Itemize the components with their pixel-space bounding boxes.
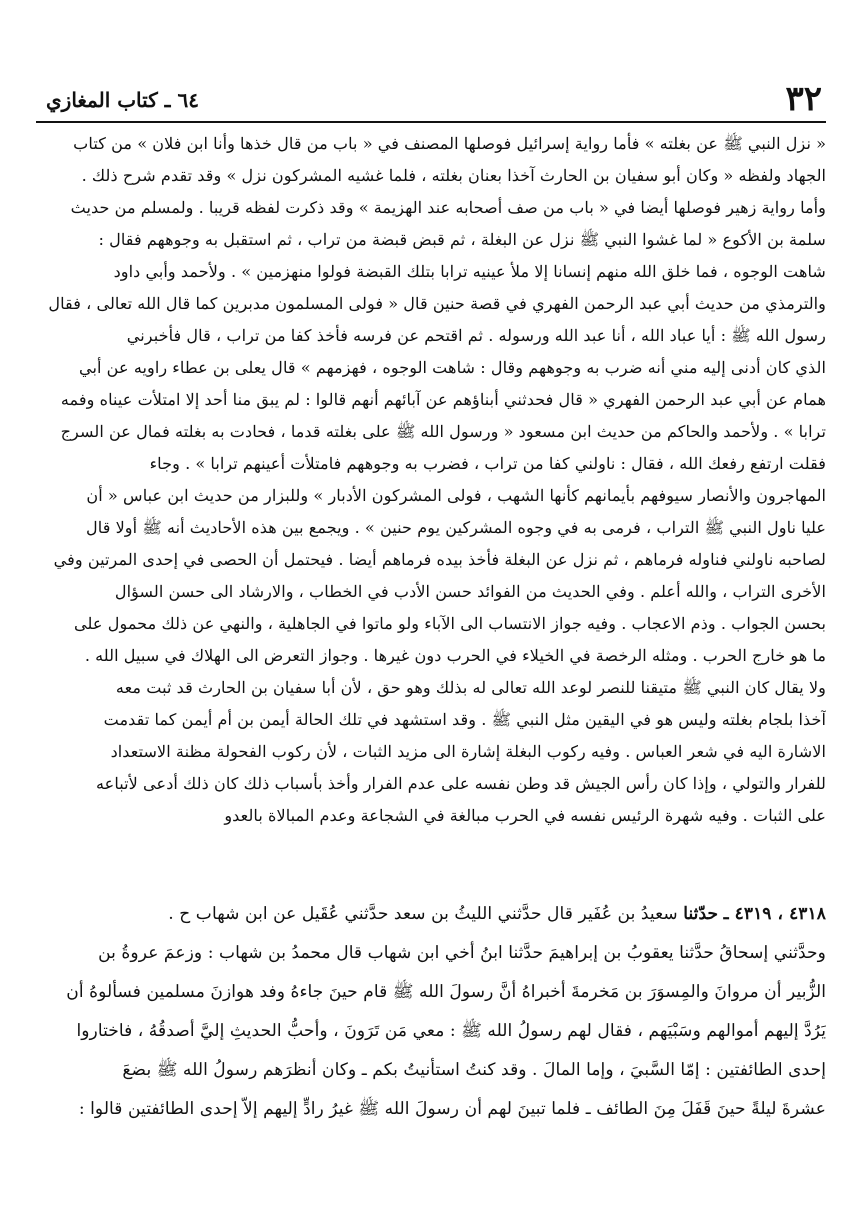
running-title: ٦٤ ـ كتاب المغازي bbox=[46, 88, 199, 112]
commentary-line: بحسن الجواب . وذم الاعجاب . وفيه جواز الانتساب الى الآباء ولو ماتوا في الجاهلية ، والنهي عن ذلك محمول على bbox=[74, 614, 826, 633]
commentary-line: لصاحبه ناولني فناوله فرماهم ، ثم نزل عن البغلة فأخذ بيده فرماهم أيضا . فيحتمل أن الحصى في إحدى المرتين وفي bbox=[53, 550, 826, 569]
hadith-text bbox=[36, 895, 826, 1129]
commentary-line: ترابا » . ولأحمد والحاكم من حديث ابن مسعود « ورسول الله ﷺ على بغلته قدما ، فحادت به بغلته فمال عن السرج bbox=[60, 422, 826, 441]
commentary-line: سلمة بن الأكوع « لما غشوا النبي ﷺ نزل عن البغلة ، ثم قبض قبضة من تراب ، ثم استقبل به وجوههم فقال : bbox=[98, 230, 826, 249]
commentary-line: « نزل النبي ﷺ عن بغلته » فأما رواية إسرائيل فوصلها المصنف في « باب من قال خذها وأنا ابن فلان » من كتاب bbox=[73, 134, 826, 153]
hadith-line: الزُّبير أن مروانَ والمِسوَرَ بن مَخرمةَ أخبراهُ أنَّ رسولَ الله ﷺ قام حينَ جاءهُ وفد هوازنَ مسلمين فسألوهُ أن bbox=[66, 982, 826, 1002]
commentary-line: الاشارة اليه في شعر العباس . وفيه ركوب البغلة إشارة الى مزيد الثبات ، لأن ركوب الفحولة مظنة الاستعداد bbox=[110, 742, 826, 761]
header-rule bbox=[36, 121, 826, 123]
commentary-line: الجهاد ولفظه « وكان أبو سفيان بن الحارث آخذا بعنان بغلته ، فلما غشيه المشركون نزل » وقد تقدم شرح ذلك . bbox=[81, 166, 826, 185]
commentary-line: للفرار والتولي ، وإذا كان رأس الجيش قد وطن نفسه على عدم الفرار وأخذ بأسباب ذلك كان ذلك أدعى لأتباعه bbox=[96, 774, 826, 793]
commentary-line: الأخرى التراب ، والله أعلم . وفي الحديث من الفوائد حسن الأدب في الخطاب ، والارشاد الى حسن السؤال bbox=[114, 582, 826, 601]
page-number: ٣٢ bbox=[785, 79, 822, 119]
narration-keyword: حدّثنا bbox=[683, 904, 719, 924]
hadith-line: إحدى الطائفتين : إمّا السَّبيَ ، وإما المالَ . وقد كنتُ استأنيتُ بكم ـ وكان أنظرَهم رسولُ الله ﷺ بضعَ bbox=[122, 1060, 826, 1080]
commentary-line: وأما رواية زهير فوصلها أيضا في « باب من صف أصحابه عند الهزيمة » وقد ذكرت لفظه قريبا . ولمسلم من حديث bbox=[70, 198, 826, 217]
hadith-isnad: سعيدُ بن عُفَير قال حدَّثني الليثُ بن سعد حدَّثني عُقَيل عن ابن شهاب ح . bbox=[168, 904, 678, 924]
commentary-line: والترمذي من حديث أبي عبد الرحمن الفهري في قصة حنين قال « فولى المسلمون مدبرين كما قال الله تعالى ، فقال bbox=[48, 294, 826, 313]
commentary-line: فقلت ارتفع رفعك الله ، فقال : ناولني كفا من تراب ، فضرب به وجوههم فامتلأت أعينهم ترابا » . وجاء bbox=[149, 454, 826, 473]
commentary-line: رسول الله ﷺ : أيا عباد الله ، أنا عبد الله ورسوله . ثم اقتحم عن فرسه فأخذ كفا من تراب ، قال فأخبرني bbox=[126, 326, 826, 345]
hadith-line: يَرُدَّ إليهم أموالهم وسَبْيَهم ، فقال لهم رسولُ الله ﷺ : معي مَن تَرَونَ ، وأحبُّ الحديثِ إليَّ أصدقُهُ ، فاختاروا bbox=[76, 1021, 826, 1041]
commentary-line: ولا يقال كان النبي ﷺ متيقنا للنصر لوعد الله تعالى له بذلك وهو حق ، لأن أبا سفيان بن الحارث قد ثبت معه bbox=[115, 678, 826, 697]
hadith-number: ٤٣١٨ ، ٤٣١٩ ـ bbox=[723, 904, 826, 924]
commentary-line: آخذا بلجام بغلته وليس هو في اليقين مثل النبي ﷺ . وقد استشهد في تلك الحالة أيمن بن أم أيمن كما تقدمت bbox=[103, 710, 826, 729]
hadith-first-line bbox=[36, 895, 826, 934]
commentary-line: همام عن أبي عبد الرحمن الفهري « قال فحدثني أبناؤهم عن آبائهم أنهم قالوا : لم يبق منا أحد إلا امتلأت عيناه وفمه bbox=[60, 390, 826, 409]
commentary-line: ما هو خارج الحرب . ومثله الرخصة في الخيلاء في الحرب دون غيرها . وجواز التعرض الى الهلاك في سبيل الله . bbox=[84, 646, 826, 665]
commentary-line: على الثبات . وفيه شهرة الرئيس نفسه في الحرب مبالغة في الشجاعة وعدم المبالاة بالعدو bbox=[224, 806, 826, 825]
hadith-line: وحدَّثني إسحاقُ حدَّثنا يعقوبُ بن إبراهيمَ حدَّثنا ابنُ أخي ابن شهاب قال محمدُ بن شهاب : وزعمَ عروةُ بن bbox=[98, 943, 826, 963]
page-header bbox=[36, 80, 826, 120]
commentary-line: عليا ناول النبي ﷺ التراب ، فرمى به في وجوه المشركين يوم حنين » . ويجمع بين هذه الأحاديث أنه ﷺ أولا قال bbox=[86, 518, 826, 537]
commentary-text bbox=[36, 128, 826, 832]
commentary-line: الذي كان أدنى إليه مني أنه ضرب به وجوههم وقال : شاهت الوجوه ، فهزمهم » قال يعلى بن عطاء راويه عن أبي bbox=[79, 358, 826, 377]
hadith-line: عشرةَ ليلةً حينَ قَفَلَ مِنَ الطائف ـ فلما تبينَ لهم أن رسولَ الله ﷺ غيرُ رادٍّ إليهم إلاّ إحدى الطائفتين قالوا : bbox=[78, 1099, 826, 1119]
commentary-line: المهاجرون والأنصار سيوفهم بأيمانهم كأنها الشهب ، فولى المشركون الأدبار » وللبزار من حديث ابن عباس « أن bbox=[86, 486, 826, 505]
commentary-line: شاهت الوجوه ، فما خلق الله منهم إنسانا إلا ملأ عينيه ترابا بتلك القبضة فولوا منهزمين » . ولأحمد وأبي داود bbox=[113, 262, 826, 281]
